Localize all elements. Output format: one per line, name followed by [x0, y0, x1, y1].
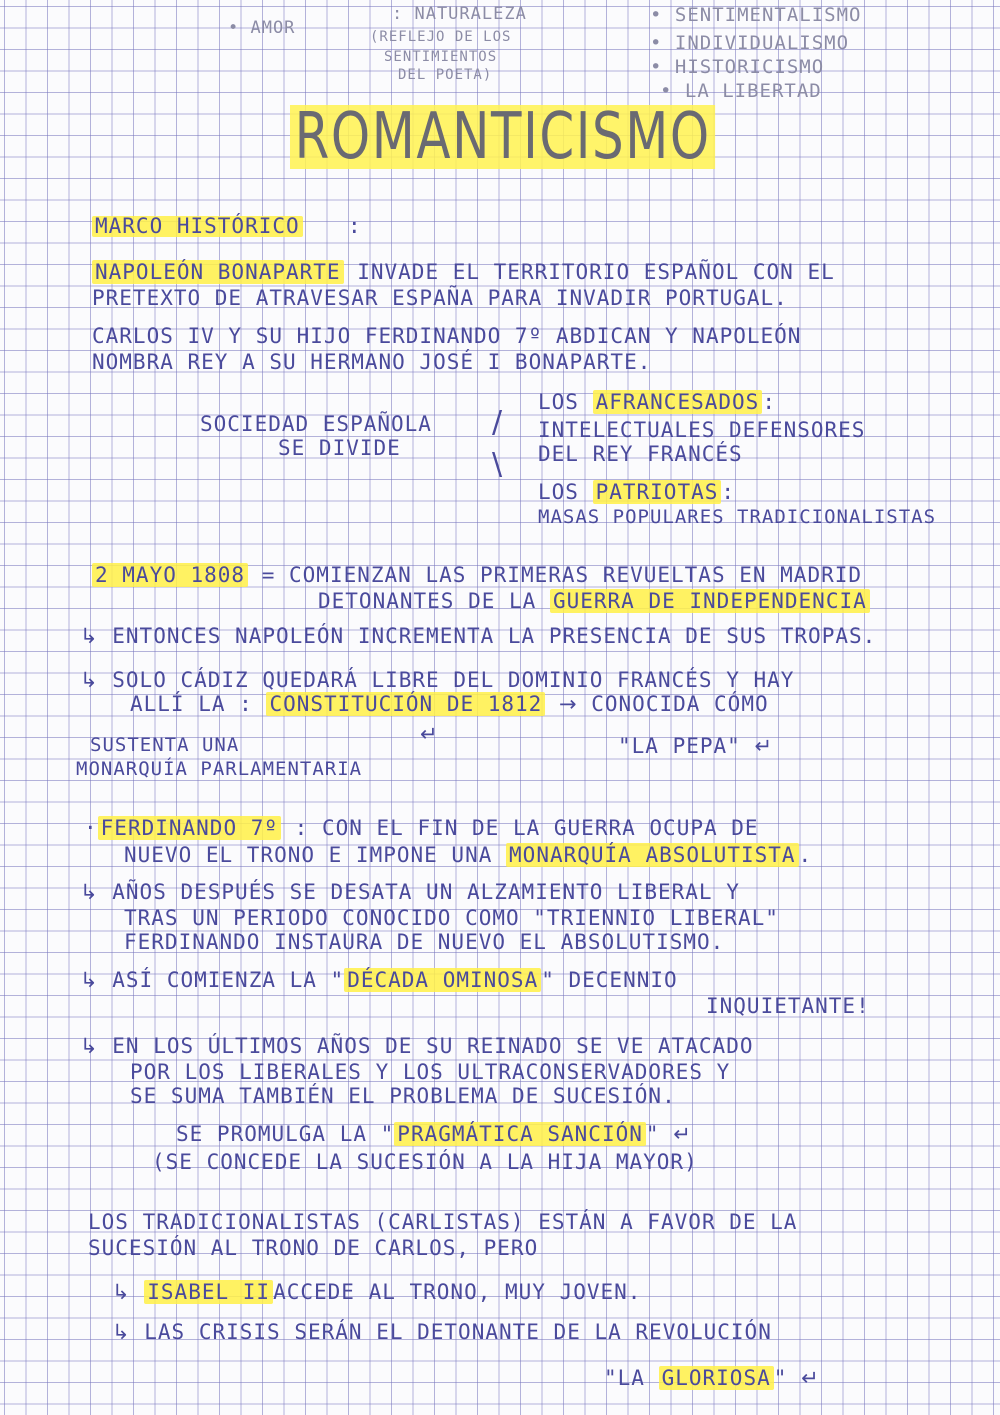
patriotas-line-1: LOS PATRIOTAS : [538, 480, 736, 504]
highlight-pragmatica: PRAGMÁTICA SANCIÓN [394, 1122, 646, 1146]
ferdinando-line-2: NUEVO EL TRONO E IMPONE UNA MONARQUÍA ABSOLUTISTA . [124, 843, 813, 867]
trad-bullet-1: ↳ ISABEL II ACCEDE AL TRONO, MUY JOVEN. [112, 1280, 642, 1304]
trad-bullet-2: ↳ LAS CRISIS SERÁN EL DETONANTE DE LA REVOLUCIÓN [112, 1320, 772, 1344]
page-title: ROMANTICISMO [290, 105, 715, 169]
note-bullet-4: • LA LIBERTAD [660, 80, 822, 102]
note-bullet-2: • INDIVIDUALISMO [650, 32, 850, 54]
afrancesados-line-2: INTELECTUALES DEFENSORES [538, 418, 866, 442]
arrow-bullet-icon: ↳ [80, 624, 99, 648]
ferdinando-bullet-2-line-2: INQUIETANTE! [706, 994, 870, 1018]
return-arrow-icon: ↵ [673, 1122, 692, 1146]
mayo-bullet-1: ↳ ENTONCES NAPOLEÓN INCREMENTA LA PRESENCIA DE SUS TROPAS. [80, 624, 877, 648]
arrow-bullet-icon: ↳ [80, 880, 99, 904]
return-arrow-icon: ↵ [420, 722, 439, 746]
ferdinando-bullet-3-line-3: SE SUMA TAMBIÉN EL PROBLEMA DE SUCESIÓN. [130, 1084, 676, 1108]
ferdinando-bullet-1-line-3: FERDINANDO INSTAURA DE NUEVO EL ABSOLUTISMO. [124, 930, 725, 954]
pragmatica-line-2: (SE CONCEDE LA SUCESIÓN A LA HIJA MAYOR) [152, 1150, 698, 1174]
ferdinando-bullet-2: ↳ ASÍ COMIENZA LA " DÉCADA OMINOSA " DECENNIO [80, 968, 678, 992]
marco-line-1: NAPOLEÓN BONAPARTE INVADE EL TERRITORIO ESPAÑOL CON EL [92, 262, 835, 283]
highlight-napoleon: NAPOLEÓN BONAPARTE [92, 260, 344, 284]
arrow-bullet-icon: ↳ [112, 1280, 131, 1304]
trad-line-1: LOS TRADICIONALISTAS (CARLISTAS) ESTÁN A FAVOR DE LA [88, 1210, 798, 1234]
return-arrow-icon: ↵ [754, 734, 774, 758]
gloriosa-label: "LA GLORIOSA " ↵ [604, 1366, 820, 1390]
pepa-label: "LA PEPA" ↵ [618, 734, 774, 758]
highlight-afrancesados: AFRANCESADOS [593, 390, 763, 414]
ferdinando-bullet-3: ↳ EN LOS ÚLTIMOS AÑOS DE SU REINADO SE VE ATACADO [80, 1034, 754, 1058]
patriotas-line-2: MASAS POPULARES TRADICIONALISTAS [538, 506, 937, 528]
highlight-guerra: GUERRA DE INDEPENDENCIA [550, 589, 870, 613]
arrow-bullet-icon: ↳ [80, 1034, 99, 1058]
highlight-date: 2 MAYO 1808 [92, 563, 248, 587]
marco-line-3: CARLOS IV Y SU HIJO FERDINANDO 7º ABDICAN Y NAPOLEÓN [92, 324, 802, 348]
sustenta-line-2: MONARQUÍA PARLAMENTARIA [76, 758, 363, 780]
arrow-bullet-icon: ↳ [80, 968, 99, 992]
sociedad-line-2: SE DIVIDE [278, 436, 401, 460]
afrancesados-line-1: LOS AFRANCESADOS : [538, 390, 776, 414]
ferdinando-line-1: · FERDINANDO 7º : CON EL FIN DE LA GUERRA OCUPA DE [84, 816, 759, 840]
marco-line-2: PRETEXTO DE ATRAVESAR ESPAÑA PARA INVADIR PORTUGAL. [92, 286, 788, 310]
note-bullet-1: • SENTIMENTALISMO [650, 4, 862, 26]
branch-up-icon: / [492, 405, 504, 440]
highlight-decada: DÉCADA OMINOSA [344, 968, 541, 992]
ferdinando-bullet-3-line-2: POR LOS LIBERALES Y LOS ULTRACONSERVADORES Y [130, 1060, 731, 1084]
branch-down-icon: \ [492, 447, 504, 482]
note-bullet-3: • HISTORICISMO [650, 56, 825, 78]
pragmatica-line-1: SE PROMULGA LA " PRAGMÁTICA SANCIÓN " ↵ [176, 1122, 692, 1146]
arrow-right-icon: → [558, 692, 578, 716]
note-amor: • AMOR [228, 18, 296, 38]
note-reflejo: (REFLEJO DE LOS [370, 29, 512, 45]
return-arrow-icon: ↵ [801, 1366, 820, 1390]
mayo-line-2: DETONANTES DE LA GUERRA DE INDEPENDENCIA [318, 591, 870, 612]
mayo-line-1: 2 MAYO 1808 = COMIENZAN LAS PRIMERAS REVUELTAS EN MADRID [92, 565, 862, 586]
marco-line-4: NOMBRA REY A SU HERMANO JOSÉ I BONAPARTE. [92, 350, 652, 374]
sociedad-line-1: SOCIEDAD ESPAÑOLA [200, 412, 432, 436]
ferdinando-bullet-1-line-2: TRAS UN PERIODO CONOCIDO COMO "TRIENNIO LIBERAL" [124, 906, 779, 930]
arrow-bullet-icon: ↳ [112, 1320, 131, 1344]
mayo-bullet-2-line-2: ALLÍ LA : CONSTITUCIÓN DE 1812 → CONOCIDA CÓMO [130, 692, 769, 716]
highlight-patriotas: PATRIOTAS [593, 480, 722, 504]
sustenta-line-1: SUSTENTA UNA [90, 734, 240, 756]
trad-line-2: SUCESIÓN AL TRONO DE CARLOS, PERO [88, 1236, 539, 1260]
highlight-gloriosa: GLORIOSA [659, 1366, 774, 1390]
highlight-isabel: ISABEL II [144, 1280, 273, 1304]
section-heading-marco: MARCO HISTÓRICO [92, 216, 303, 237]
highlight-absolutista: MONARQUÍA ABSOLUTISTA [506, 843, 799, 867]
ferdinando-bullet-1: ↳ AÑOS DESPUÉS SE DESATA UN ALZAMIENTO LIBERAL Y [80, 880, 740, 904]
note-poeta: DEL POETA) [398, 67, 493, 83]
highlight-constitucion: CONSTITUCIÓN DE 1812 [266, 692, 545, 716]
note-sentimientos: SENTIMIENTOS [384, 49, 498, 65]
afrancesados-line-3: DEL REY FRANCÉS [538, 442, 743, 466]
note-naturaleza: : NATURALEZA [392, 4, 527, 24]
arrow-bullet-icon: ↳ [80, 668, 99, 692]
highlight-ferdinando: FERDINANDO 7º [98, 816, 281, 840]
mayo-bullet-2: ↳ SOLO CÁDIZ QUEDARÁ LIBRE DEL DOMINIO FRANCÉS Y HAY [80, 668, 795, 692]
